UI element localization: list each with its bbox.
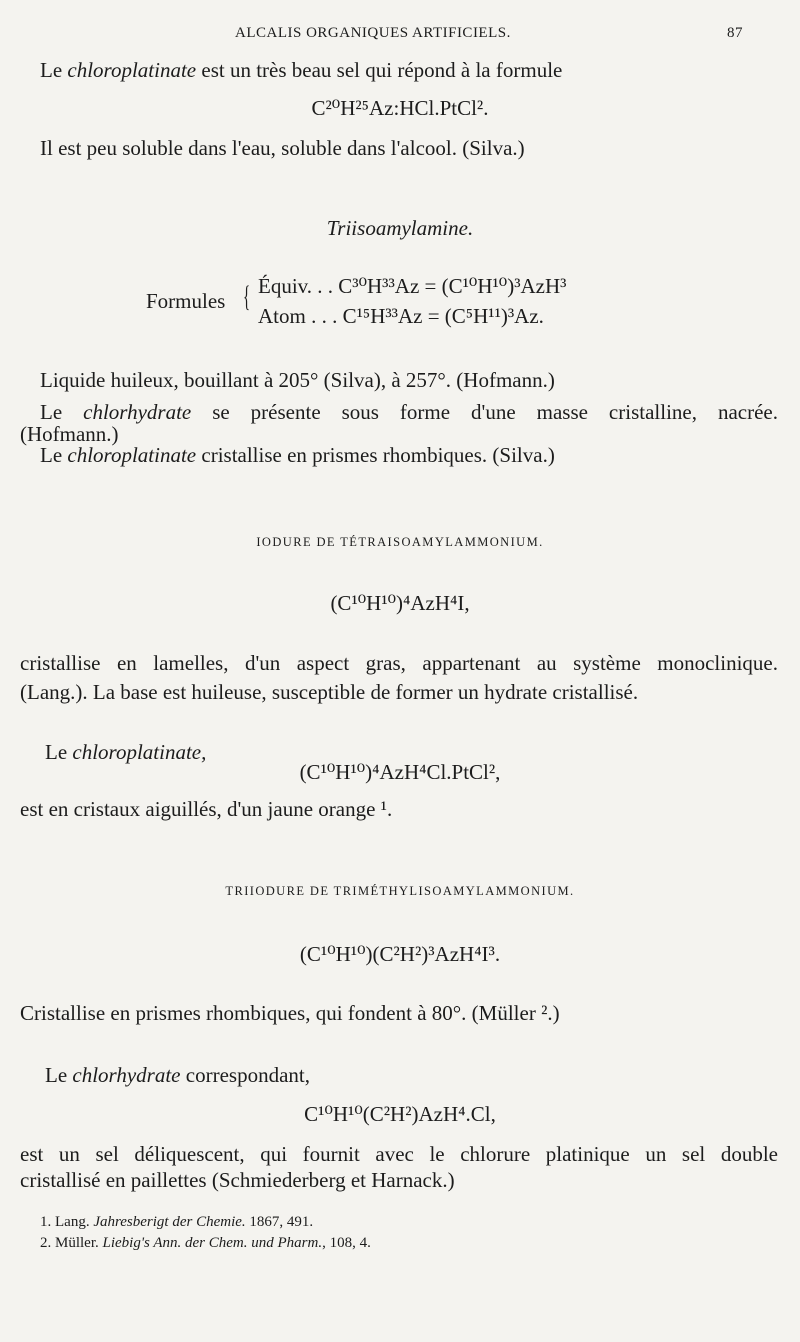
paragraph-deliquescent-line1: est un sel déliquescent, qui fournit avec le chlorure platinique un sel double — [20, 1142, 778, 1166]
running-title: ALCALIS ORGANIQUES ARTIFICIELS. — [235, 25, 511, 41]
paragraph-chlorhydrate-correspondant: Le chlorhydrate correspondant, — [45, 1063, 310, 1087]
paragraph-chloroplatinate-prismes: Le chloroplatinate cristallise en prismes rhombiques. (Silva.) — [40, 443, 555, 467]
formula-iodure: (C¹⁰H¹⁰)⁴AzH⁴I, — [330, 591, 470, 615]
formula-triiodure: (C¹⁰H¹⁰)(C²H²)³AzH⁴I³. — [299, 942, 501, 966]
formula-chloroplatinate-iodure: (C¹⁰H¹⁰)⁴AzH⁴Cl.PtCl², — [299, 760, 501, 784]
formula-chlorhydrate: C¹⁰H¹⁰(C²H²)AzH⁴.Cl, — [304, 1102, 496, 1126]
paragraph-chlorhydrate-ref: (Hofmann.) — [20, 422, 119, 446]
paragraph-chloroplatinate-intro: Le chloroplatinate est un très beau sel qui répond à la formule — [40, 58, 563, 82]
paragraph-lamelles-line1: cristallise en lamelles, d'un aspect gras, appartenant au système monoclinique. — [20, 651, 778, 675]
paragraph-chloroplatinate-label: Le chloroplatinate, — [45, 740, 207, 764]
footnote-1: 1. Lang. Jahresberigt der Chemie. 1867, 491. — [40, 1214, 314, 1230]
formules-label: Formules — [146, 289, 226, 313]
heading-triisoamylamine: Triisoamylamine. — [326, 216, 474, 240]
heading-iodure: IODURE DE TÉTRAISOAMYLAMMONIUM. — [256, 535, 544, 549]
paragraph-solubility: Il est peu soluble dans l'eau, soluble dans l'alcool. (Silva.) — [40, 136, 525, 160]
formula-chloroplatinate: C²⁰H²⁵Az:HCl.PtCl². — [311, 96, 489, 120]
footnote-2: 2. Müller. Liebig's Ann. der Chem. und Pharm., 108, 4. — [40, 1235, 371, 1251]
paragraph-cristaux-aiguilles: est en cristaux aiguillés, d'un jaune orange ¹. — [20, 797, 393, 821]
paragraph-prismes-80: Cristallise en prismes rhombiques, qui fondent à 80°. (Müller ².) — [20, 1001, 560, 1025]
paragraph-deliquescent-line2: cristallisé en paillettes (Schmiederberg et Harnack.) — [20, 1168, 455, 1192]
brace-icon: { — [243, 280, 251, 313]
formula-equivalent: Équiv. . . C³⁰H³³Az = (C¹⁰H¹⁰)³AzH³ — [258, 274, 567, 298]
paragraph-lamelles-line2: (Lang.). La base est huileuse, susceptible de former un hydrate cristallisé. — [20, 680, 639, 704]
formula-atomic: Atom . . . C¹⁵H³³Az = (C⁵H¹¹)³Az. — [258, 304, 544, 328]
paragraph-liquide: Liquide huileux, bouillant à 205° (Silva), à 257°. (Hofmann.) — [40, 368, 555, 392]
heading-triiodure: TRIIODURE DE TRIMÉTHYLISOAMYLAMMONIUM. — [225, 884, 575, 898]
page-number: 87 — [727, 25, 743, 41]
paragraph-chlorhydrate: Le chlorhydrate se présente sous forme d'une masse cristalline, nacrée. — [40, 400, 778, 424]
